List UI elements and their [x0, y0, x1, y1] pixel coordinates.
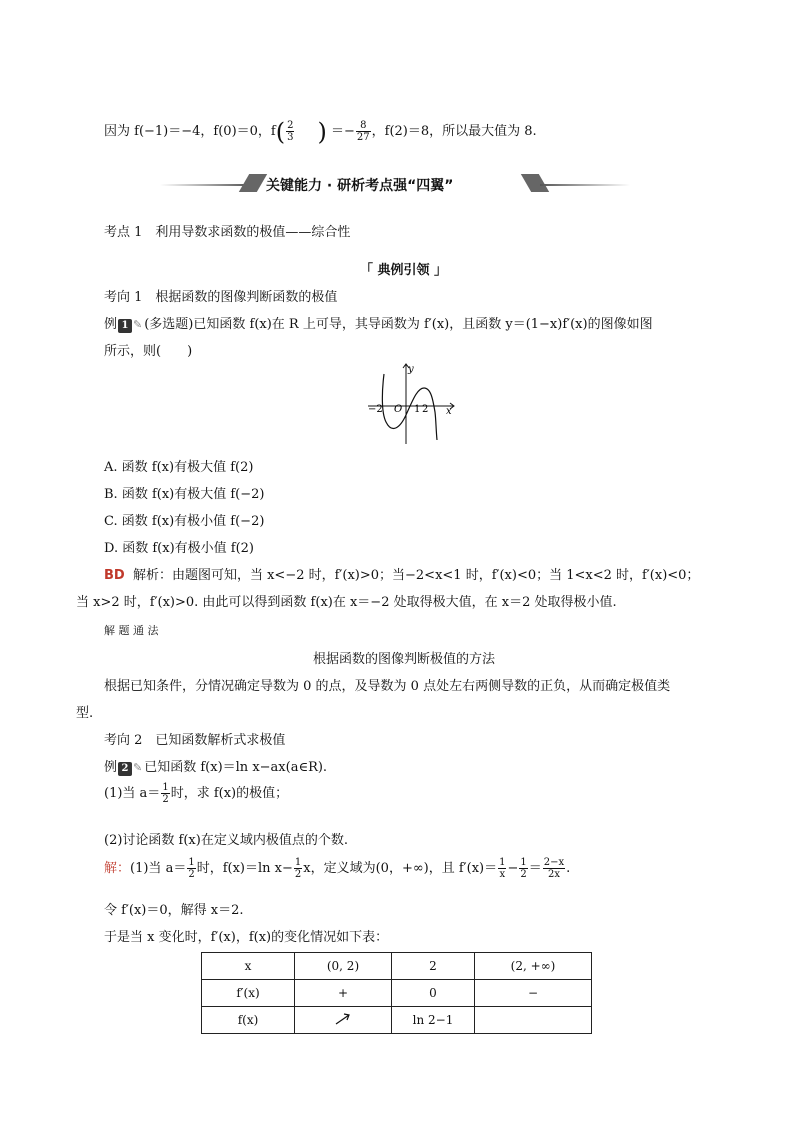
- set-derivative-zero: 令 f′(x)＝0，解得 x＝2.: [104, 903, 244, 918]
- x-label: x: [446, 406, 452, 417]
- banner-decor-left: [239, 174, 267, 192]
- question-1: (1)当 a＝ $\frac{1}{2}$ 时，求 f(x)的极值；: [104, 782, 289, 805]
- method-section-label: 解 题 通 法: [104, 624, 159, 637]
- y-label: y: [408, 364, 414, 375]
- table-cell: x: [202, 953, 295, 980]
- fraction-8-27: $\frac{8}{27}$: [356, 120, 370, 143]
- dianli-heading: 「 典例引领 」: [360, 263, 448, 278]
- example-number-badge: 1: [118, 319, 132, 333]
- pen-icon: ✎: [133, 318, 143, 331]
- increasing-arrow-icon: [334, 1012, 352, 1026]
- intro-text-pre: 因为 f(−1)＝−4，f(0)＝0，f: [104, 124, 276, 139]
- table-cell: +: [295, 980, 392, 1007]
- question-2: (2)讨论函数 f(x)在定义域内极值点的个数.: [104, 833, 348, 848]
- table-cell: (2, +∞): [475, 953, 592, 980]
- tick-1: 1: [414, 404, 421, 415]
- example-number-badge: 2: [118, 762, 132, 776]
- variation-table: [201, 952, 592, 1034]
- option-d: D. 函数 f(x)有极小值 f(2): [104, 541, 255, 556]
- solution-line1: 解：(1)当 a＝ $\frac{1}{2}$ 时，f(x)＝ln x− $\frac{1}{2}$ x，定义域为(0，+∞)，且 f′(x)＝ $\frac{1}{x}$ − $\frac{1}{2}$ ＝ $\frac{2-x}{2x}$ .: [104, 857, 571, 880]
- origin-label: O: [394, 404, 403, 415]
- kaoxiang-2-heading: 考向 2 已知函数解析式求极值: [104, 733, 286, 748]
- fraction-2-3: $\frac{2}{3}$: [287, 120, 294, 143]
- table-row: [202, 1007, 592, 1034]
- table-cell-decreasing: [475, 1007, 592, 1034]
- table-cell-increasing: [295, 1007, 392, 1034]
- answer-choice: BD: [104, 568, 125, 583]
- method-line2: 型.: [76, 706, 94, 721]
- tick-minus-2: −2: [368, 404, 383, 415]
- kaodian-1-heading: 考点 1 利用导数求函数的极值——综合性: [104, 225, 351, 240]
- answer-line1: BD 解析：由题图可知，当 x<−2 时，f′(x)>0；当−2<x<1 时，f′(x)<0；当 1<x<2 时，f′(x)<0；: [104, 568, 700, 583]
- table-cell: (0, 2): [295, 953, 392, 980]
- example-2-line: 例 2 ✎ 已知函数 f(x)＝ln x−ax(a∈R).: [104, 760, 328, 775]
- option-b: B. 函数 f(x)有极大值 f(−2): [104, 487, 265, 502]
- option-c: C. 函数 f(x)有极小值 f(−2): [104, 514, 265, 529]
- method-line1: 根据已知条件，分情况确定导数为 0 的点，及导数为 0 点处左右两侧导数的正负，从而确定极值类: [104, 679, 671, 694]
- pen-icon: ✎: [133, 761, 143, 774]
- example-1-line2: 所示，则( ): [104, 344, 193, 359]
- answer-line2: 当 x>2 时，f′(x)>0. 由此可以得到函数 f(x)在 x＝−2 处取得极大值，在 x＝2 处取得极小值.: [76, 595, 617, 610]
- table-cell: 0: [392, 980, 475, 1007]
- banner-decor-right: [521, 174, 549, 192]
- table-cell: 2: [392, 953, 475, 980]
- intro-text-post: ，f(2)＝8，所以最大值为 8.: [371, 124, 537, 139]
- table-cell: ln 2−1: [392, 1007, 475, 1034]
- table-intro: 于是当 x 变化时，f′(x)，f(x)的变化情况如下表：: [104, 930, 389, 945]
- function-curve: [382, 374, 437, 440]
- banner-line-right: [540, 184, 630, 186]
- table-cell: −: [475, 980, 592, 1007]
- table-row: [202, 953, 592, 980]
- option-a: A. 函数 f(x)有极大值 f(2): [104, 460, 254, 475]
- method-title: 根据函数的图像判断极值的方法: [313, 652, 496, 667]
- banner-line-left: [160, 184, 250, 186]
- table-cell: f′(x): [202, 980, 295, 1007]
- solution-label: 解：: [104, 861, 131, 876]
- table-row: [202, 980, 592, 1007]
- intro-line: 因为 f(−1)＝−4，f(0)＝0，f( $\frac{2}{3}$ ) ＝− $\frac{8}{27}$ ，f(2)＝8，所以最大值为 8.: [104, 117, 537, 146]
- function-graph: [364, 360, 460, 448]
- intro-text-mid: ＝−: [331, 124, 355, 139]
- section-banner-title: 关键能力 · 研析考点强“四翼”: [266, 178, 454, 194]
- kaoxiang-1-heading: 考向 1 根据函数的图像判断函数的极值: [104, 290, 338, 305]
- fraction-1-2: $\frac{1}{2}$: [162, 782, 169, 805]
- table-cell: f(x): [202, 1007, 295, 1034]
- example-1-line1: 例 1 ✎ (多选题)已知函数 f(x)在 R 上可导，其导函数为 f′(x)，且函数 y＝(1−x)f′(x)的图像如图: [104, 317, 653, 332]
- tick-2: 2: [422, 404, 429, 415]
- section-banner: [160, 172, 630, 198]
